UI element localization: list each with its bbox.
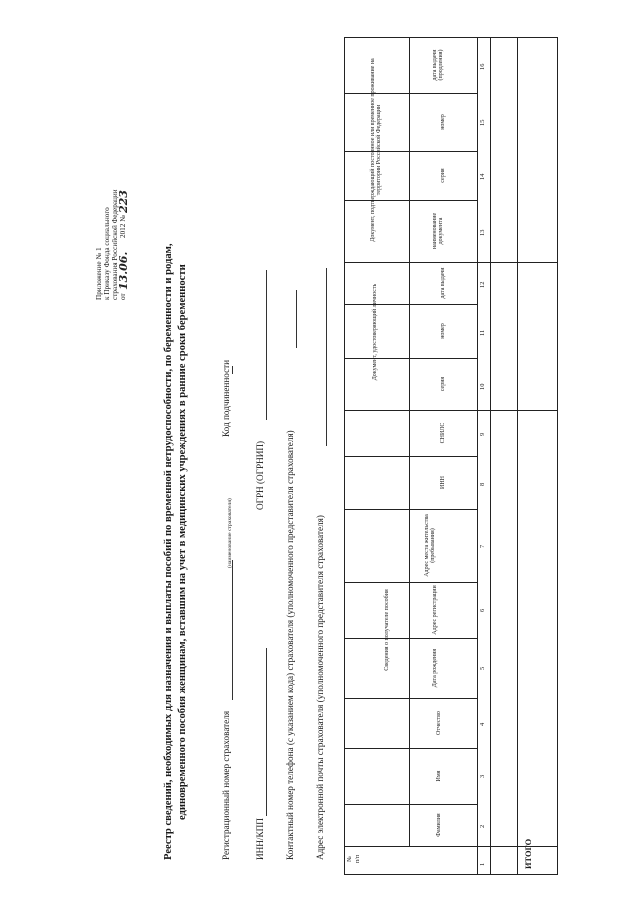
- col-boundary: [344, 698, 477, 699]
- inn-kpp-line: [266, 648, 267, 816]
- col-boundary: [344, 582, 477, 583]
- column-header-inn: ИНН: [440, 476, 446, 489]
- inn-kpp-label: ИНН/КПП: [255, 818, 265, 860]
- column-number: 8: [479, 482, 486, 486]
- group-header-residence-document: Документ, подтверждающий постоянное или временное проживание на территории Российской Федерации: [370, 58, 382, 242]
- document-title-line-1: Реестр сведений, необходимых для назначения и выплаты пособий по временной нетрудоспособности, по беременности и родам,: [163, 243, 174, 860]
- column-header-registration-address: Адрес регистрации: [432, 585, 438, 635]
- data-row-separator: [517, 37, 518, 875]
- col-boundary: [344, 456, 477, 457]
- column-header-residence-doc-name: наименование документа: [432, 212, 444, 250]
- column-number: 12: [479, 281, 486, 288]
- col-boundary: [344, 804, 477, 805]
- column-number: 3: [479, 774, 486, 778]
- group-header-separator: [409, 37, 410, 263]
- table-border-bottom: [344, 874, 557, 875]
- column-header-id-number: номер: [440, 323, 446, 339]
- column-number: 1: [479, 862, 486, 866]
- column-header-residence-doc-number: номер: [440, 114, 446, 130]
- column-number: 9: [479, 432, 486, 436]
- total-label: ИТОГО: [524, 838, 533, 869]
- col-boundary: [344, 638, 477, 639]
- subordination-code-label: Код подчиненности: [221, 359, 231, 437]
- column-header-surname: Фамилия: [436, 813, 442, 837]
- col-boundary: [344, 304, 477, 305]
- phone-label: Контактный номер телефона (с указанием кода) страхователя (уполномоченного представителя страхователя): [285, 430, 295, 860]
- col-boundary: [344, 509, 477, 510]
- appendix-line-1: Приложение № 1: [95, 247, 103, 300]
- insurer-name-caption: (наименование страхователя): [227, 498, 233, 568]
- column-number: 5: [479, 666, 486, 670]
- appendix-number-handwritten: 223: [117, 190, 130, 213]
- column-header-number-line-1: №: [347, 856, 353, 862]
- column-number: 6: [479, 608, 486, 612]
- appendix-date-handwritten: 13.06.: [117, 251, 130, 290]
- col-boundary: [344, 748, 477, 749]
- column-header-residence-doc-series: серия: [440, 168, 446, 183]
- email-line: [326, 268, 327, 446]
- ogrn-label: ОГРН (ОГРНИП): [255, 440, 265, 510]
- group-header-separator: [409, 262, 410, 411]
- column-number: 11: [479, 329, 486, 336]
- column-number: 16: [479, 63, 486, 70]
- column-number: 10: [479, 383, 486, 390]
- column-header-residence-doc-issue-date: дата выдачи (продления): [432, 49, 444, 81]
- column-header-birth-date: Дата рождения: [432, 648, 438, 688]
- appendix-line-4-year: 2012 №: [119, 214, 127, 238]
- column-number: 13: [479, 229, 486, 236]
- col-boundary: [344, 151, 477, 152]
- col-boundary: [344, 93, 477, 94]
- col-boundary: [344, 410, 557, 411]
- group-header-separator: [409, 410, 410, 847]
- appendix-line-3: страхования Российской Федерации: [111, 189, 119, 300]
- column-header-id-issue-date: дата выдачи: [440, 267, 446, 299]
- column-header-patronymic: Отчество: [436, 711, 442, 735]
- column-number: 7: [479, 544, 486, 548]
- group-header-identity-document: Документ, удостоверяющий личность: [372, 283, 378, 381]
- table-border-right: [557, 37, 558, 875]
- column-number: 2: [479, 824, 486, 828]
- column-number: 4: [479, 722, 486, 726]
- numbers-row-bottom: [490, 37, 491, 875]
- email-label: Адрес электронной почты страхователя (уполномоченного представителя страхователя): [315, 515, 325, 860]
- appendix-line-2: к Приказу Фонда социального: [103, 207, 111, 300]
- column-number: 15: [479, 119, 486, 126]
- col-boundary: [344, 200, 477, 201]
- document-title-line-2: единовременного пособия женщинам, вставшим на учет в медицинских учреждениях в ранние сроки беременности: [177, 264, 188, 820]
- column-number: 14: [479, 173, 486, 180]
- appendix-line-4-prefix: от: [119, 293, 127, 300]
- column-header-snils: СНИЛС: [440, 422, 446, 444]
- numbers-row-top: [477, 37, 478, 875]
- group-header-recipient: Сведения о получателе пособия: [384, 589, 390, 671]
- column-header-name: Имя: [436, 770, 442, 782]
- subordination-code-line: [232, 366, 233, 374]
- reg-number-line: [232, 560, 233, 700]
- table-border-top: [344, 37, 557, 38]
- reg-number-label: Регистрационный номер страхователя: [221, 710, 231, 860]
- col-boundary: [344, 358, 477, 359]
- ogrn-line: [266, 270, 267, 420]
- column-header-residence-address: Адрес места жительства (пребывания): [424, 514, 436, 577]
- column-header-id-series: серия: [440, 376, 446, 392]
- phone-line: [296, 290, 297, 348]
- column-header-number-line-2: п/п: [355, 854, 361, 864]
